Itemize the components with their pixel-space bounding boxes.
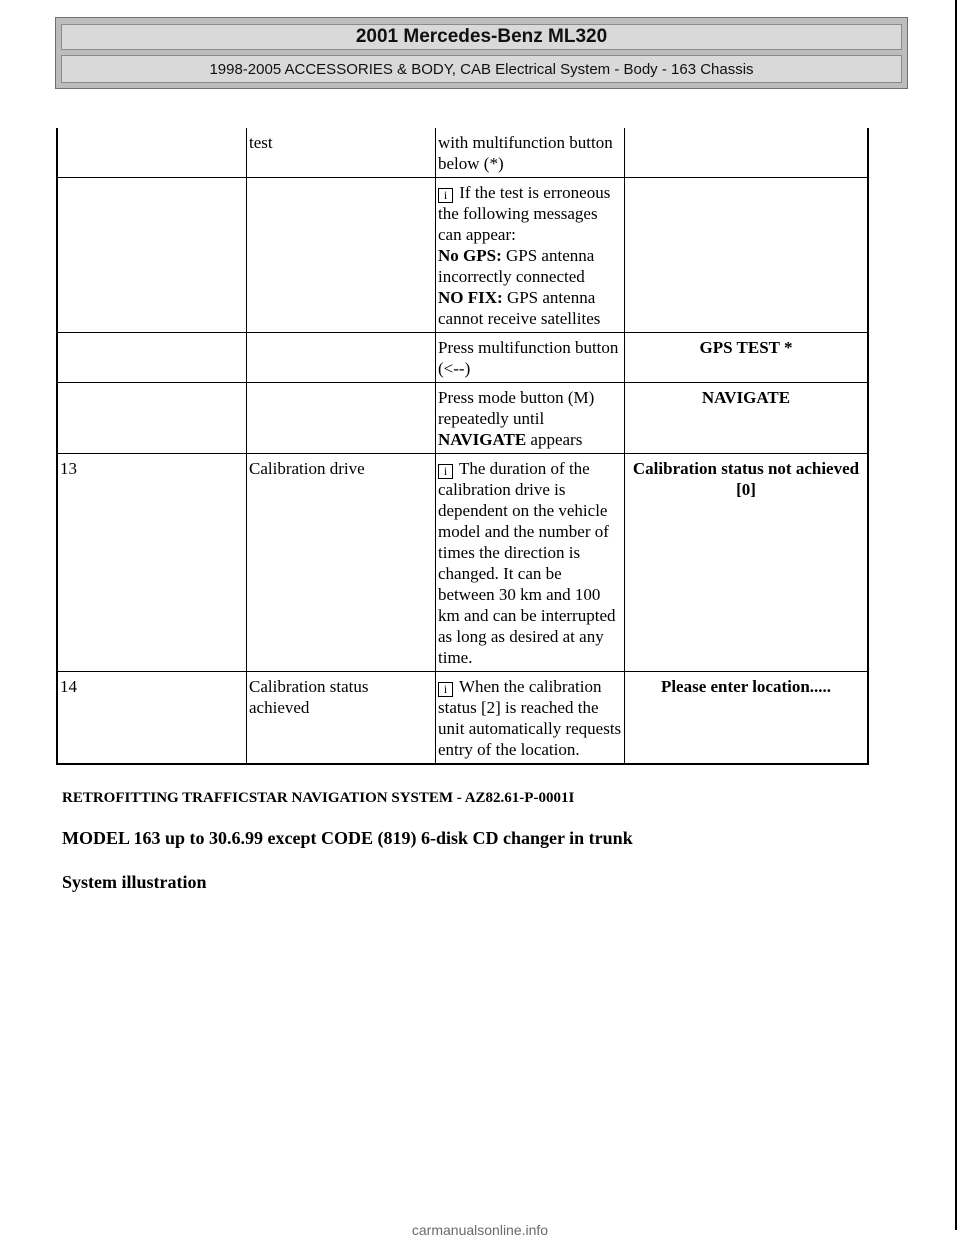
instruction-cell: with multifunction button below (*) [436,128,625,178]
table-row [57,333,868,383]
display-cell: Calibration status not achieved [0] [625,454,869,672]
note-text: The duration of the calibration drive is dependent on the vehicle model and the number of times the direction is changed. It can be between 30 km and 100 km and can be interrupted as long as desired at any time. [438,459,616,667]
step-name-cell [247,178,436,333]
document-header [55,17,908,89]
watermark-text: carmanualsonline.info [411,1222,549,1238]
instruction-cell [436,178,625,333]
table-row [57,383,868,454]
instruction-cell [436,383,625,454]
instruction-cell [436,454,625,672]
info-note-icon [438,464,453,479]
step-number-cell [57,383,247,454]
step-number-cell [57,128,247,178]
nofix-text: GPS antenna cannot receive satellites [438,288,601,328]
step-number-cell [57,333,247,383]
table-row [57,178,868,333]
instruction-cell [436,672,625,765]
instruction-after: appears [530,430,583,449]
table-row [57,672,868,765]
step-name-cell: Calibration drive [247,454,436,672]
instruction-bold: NAVIGATE [438,430,527,449]
instruction-before: Press mode button (M) repeatedly until [438,388,595,428]
info-note-icon [438,682,453,697]
step-number-cell: 14 [57,672,247,765]
display-cell [625,128,869,178]
document-title: 2001 Mercedes-Benz ML320 [61,24,902,50]
nogps-label: No GPS: [438,246,502,265]
instruction-cell: Press multifunction button (<--) [436,333,625,383]
display-cell: GPS TEST * [625,333,869,383]
nogps-text: GPS antenna incorrectly connected [438,246,595,286]
nofix-label: NO FIX: [438,288,503,307]
table-row [57,454,868,672]
info-note-icon [438,188,453,203]
step-name-cell: test [247,128,436,178]
step-number-cell: 13 [57,454,247,672]
section-heading-model: MODEL 163 up to 30.6.99 except CODE (819) 6-disk CD changer in trunk [62,828,633,848]
step-name-cell [247,333,436,383]
step-name-cell [247,383,436,454]
procedure-table [56,128,869,765]
table-row [57,128,868,178]
document-subtitle: 1998-2005 ACCESSORIES & BODY, CAB Electrical System - Body - 163 Chassis [61,55,902,83]
display-cell [625,178,869,333]
display-cell: NAVIGATE [625,383,869,454]
step-name-cell: Calibration status achieved [247,672,436,765]
section-heading-system: System illustration [62,872,207,892]
display-cell: Please enter location..... [625,672,869,765]
step-number-cell [57,178,247,333]
note-text: When the calibration status [2] is reached the unit automatically requests entry of the location. [438,677,622,759]
note-intro: If the test is erroneous the following messages can appear: [438,183,611,244]
section-heading-retrofit: RETROFITTING TRAFFICSTAR NAVIGATION SYSTEM - AZ82.61-P-0001I [62,790,575,806]
